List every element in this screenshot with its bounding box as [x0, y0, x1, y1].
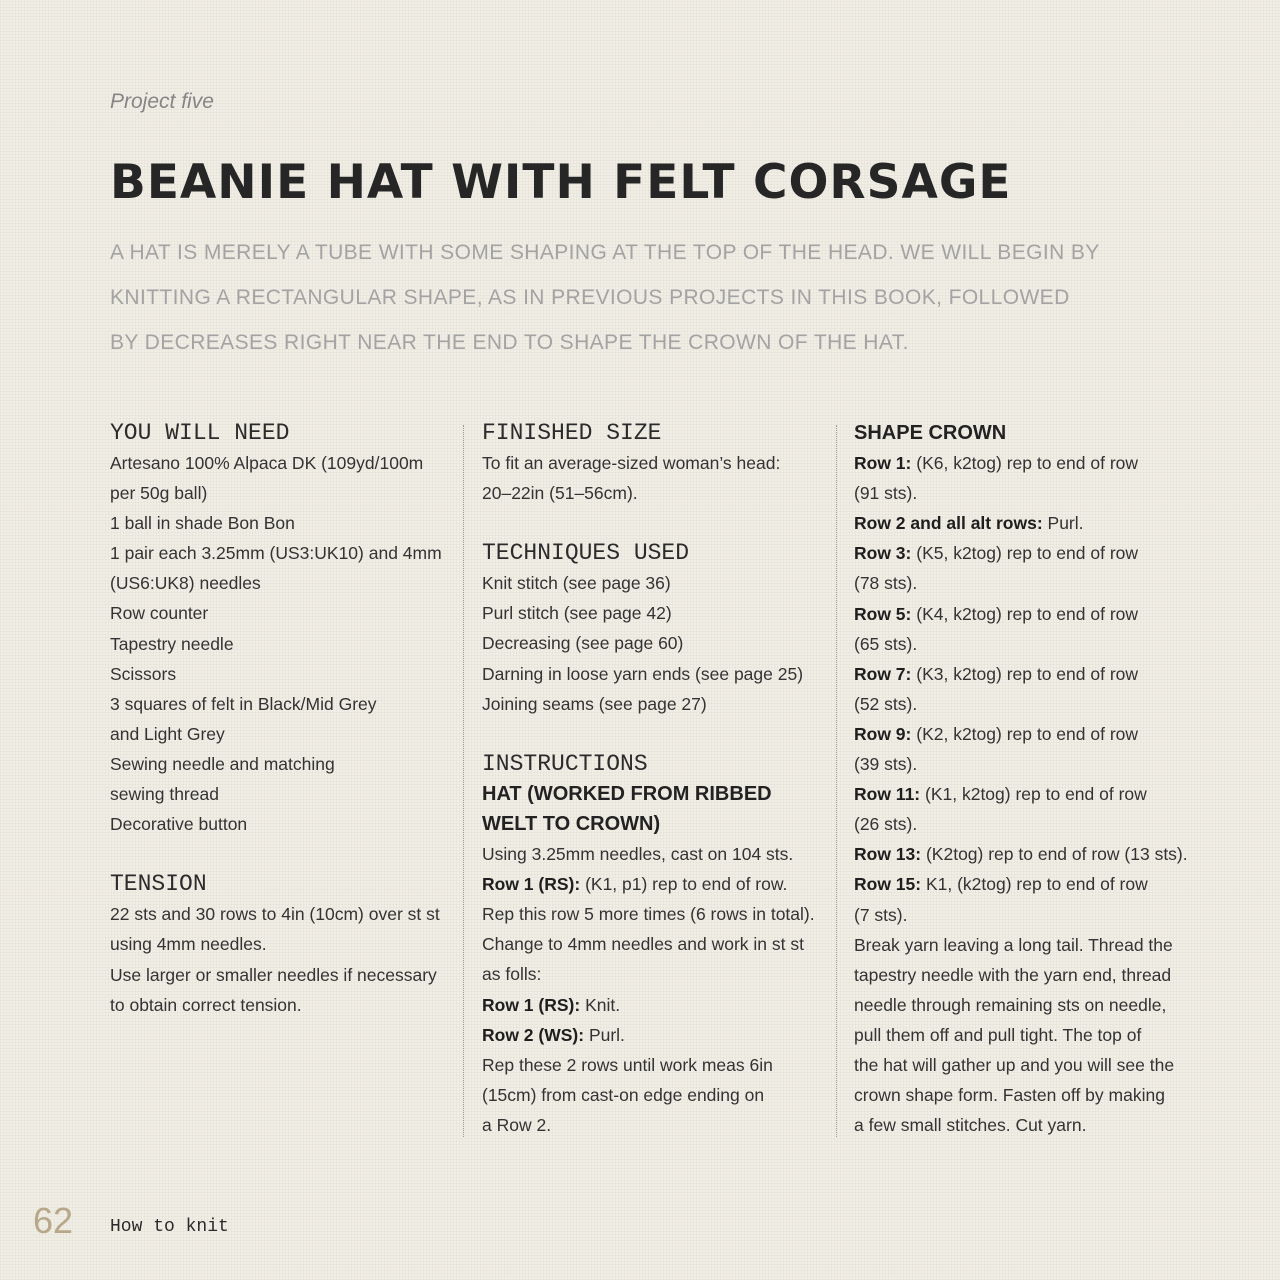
- running-title: How to knit: [110, 1217, 229, 1237]
- page-title: BEANIE HAT WITH FELT CORSAGE: [110, 155, 1012, 210]
- row-label: Row 7:: [854, 663, 912, 684]
- row-label: Row 1 (RS):: [482, 994, 581, 1015]
- row-text: K1, (k2tog) rep to end of row: [921, 874, 1148, 895]
- instruction-line: Rep this row 5 more times (6 rows in total).: [482, 904, 815, 925]
- row-text: (K4, k2tog) rep to end of row: [911, 603, 1139, 624]
- row-label: Row 13:: [854, 844, 922, 865]
- finishing-line: Break yarn leaving a long tail. Thread the: [854, 934, 1173, 955]
- technique-line: Knit stitch (see page 36): [482, 573, 671, 594]
- instruction-row: [854, 508, 1194, 538]
- row-label: Row 9:: [854, 723, 912, 744]
- column-divider: [463, 425, 464, 1137]
- column-instructions: [482, 418, 822, 1140]
- spacer: [482, 508, 822, 538]
- row-text: (K6, k2tog) rep to end of row: [911, 453, 1139, 474]
- row-label: Row 1 (RS):: [482, 874, 581, 895]
- instruction-line: a Row 2.: [482, 1114, 552, 1135]
- hat-subheading-line: WELT TO CROWN): [482, 812, 661, 835]
- technique-line: Purl stitch (see page 42): [482, 603, 672, 624]
- instruction-row: [482, 990, 822, 1020]
- size-line: 20–22in (51–56cm).: [482, 483, 638, 504]
- hat-subheading-line: HAT (WORKED FROM RIBBED: [482, 782, 772, 805]
- finishing-line: needle through remaining sts on needle,: [854, 994, 1167, 1015]
- row-label: Row 11:: [854, 784, 921, 805]
- finishing-line: tapestry needle with the yarn end, thread: [854, 964, 1172, 985]
- row-continuation: (91 sts).: [854, 483, 918, 504]
- instruction-row: [854, 448, 1194, 478]
- tension-line: Use larger or smaller needles if necessary: [110, 964, 437, 985]
- materials-line: Sewing needle and matching: [110, 753, 335, 774]
- intro-line: A HAT IS MERELY A TUBE WITH SOME SHAPING AT THE TOP OF THE HEAD. WE WILL BEGIN BY: [110, 241, 1100, 264]
- column-materials: [110, 418, 450, 1020]
- finishing-line: a few small stitches. Cut yarn.: [854, 1115, 1087, 1136]
- materials-line: Tapestry needle: [110, 633, 234, 654]
- instruction-row: [482, 1020, 822, 1050]
- materials-line: Row counter: [110, 603, 209, 624]
- instruction-row: [854, 869, 1194, 899]
- size-line: To fit an average-sized woman’s head:: [482, 453, 781, 473]
- finishing-line: pull them off and pull tight. The top of: [854, 1024, 1142, 1045]
- project-kicker: Project five: [110, 90, 214, 113]
- instructions-heading: INSTRUCTIONS: [482, 750, 648, 777]
- finishing-line: the hat will gather up and you will see the: [854, 1054, 1175, 1075]
- instruction-line: Rep these 2 rows until work meas 6in: [482, 1054, 773, 1075]
- row-continuation: (26 sts).: [854, 814, 918, 835]
- row-label: Row 2 (WS):: [482, 1024, 585, 1045]
- instruction-row: [854, 839, 1194, 869]
- row-label: Row 1:: [854, 453, 912, 474]
- hat-subheading: [482, 779, 822, 839]
- tension-line: using 4mm needles.: [110, 934, 267, 955]
- intro-line: KNITTING A RECTANGULAR SHAPE, AS IN PREVIOUS PROJECTS IN THIS BOOK, FOLLOWED: [110, 286, 1070, 309]
- materials-line: and Light Grey: [110, 723, 225, 744]
- finishing-line: crown shape form. Fasten off by making: [854, 1085, 1165, 1106]
- instruction-line: (15cm) from cast-on edge ending on: [482, 1084, 765, 1105]
- instruction-row: [854, 538, 1194, 568]
- tension-line: 22 sts and 30 rows to 4in (10cm) over st st: [110, 904, 440, 925]
- intro-paragraph: [110, 230, 1170, 365]
- row-continuation: (7 sts).: [854, 904, 908, 925]
- row-text: (K3, k2tog) rep to end of row: [911, 663, 1139, 684]
- tension-line: to obtain correct tension.: [110, 994, 302, 1015]
- you-will-need-heading: YOU WILL NEED: [110, 420, 290, 446]
- instruction-line: Change to 4mm needles and work in st st: [482, 934, 804, 955]
- tension-heading: TENSION: [110, 871, 207, 898]
- instruction-row: [854, 599, 1194, 629]
- materials-line: Scissors: [110, 663, 177, 684]
- page-number: 62: [33, 1200, 74, 1241]
- intro-line: BY DECREASES RIGHT NEAR THE END TO SHAPE THE CROWN OF THE HAT.: [110, 331, 909, 354]
- materials-list: [110, 448, 450, 839]
- row-text: (K1, k2tog) rep to end of row: [920, 784, 1147, 805]
- technique-line: Darning in loose yarn ends (see page 25): [482, 663, 804, 684]
- techniques-heading: TECHNIQUES USED: [482, 540, 690, 567]
- shape-crown-heading: SHAPE CROWN: [854, 422, 1007, 444]
- row-text: Purl.: [584, 1024, 625, 1045]
- materials-line: per 50g ball): [110, 483, 208, 504]
- materials-line: sewing thread: [110, 784, 219, 805]
- row-continuation: (39 sts).: [854, 754, 918, 775]
- spacer: [482, 719, 822, 749]
- finished-size-heading: FINISHED SIZE: [482, 420, 662, 446]
- instruction-row: [482, 869, 822, 899]
- row-continuation: (52 sts).: [854, 693, 918, 714]
- row-continuation: (65 sts).: [854, 633, 918, 654]
- row-text: (K1, p1) rep to end of row.: [580, 874, 788, 895]
- row-text: (K2, k2tog) rep to end of row: [911, 723, 1139, 744]
- materials-line: 1 ball in shade Bon Bon: [110, 513, 295, 534]
- materials-line: Artesano 100% Alpaca DK (109yd/100m: [110, 453, 424, 473]
- row-label: Row 15:: [854, 874, 922, 895]
- instruction-line: Using 3.25mm needles, cast on 104 sts.: [482, 844, 794, 865]
- instruction-row: [854, 779, 1194, 809]
- row-continuation: (78 sts).: [854, 573, 918, 594]
- materials-line: (US6:UK8) needles: [110, 573, 261, 594]
- column-divider: [836, 425, 837, 1137]
- row-text: Knit.: [580, 994, 621, 1015]
- row-text: (K2tog) rep to end of row (13 sts).: [921, 844, 1188, 865]
- materials-line: 3 squares of felt in Black/Mid Grey: [110, 693, 377, 714]
- technique-line: Joining seams (see page 27): [482, 693, 707, 714]
- spacer: [110, 839, 450, 869]
- row-text: Purl.: [1042, 513, 1084, 534]
- tension-text: [110, 899, 450, 1019]
- instruction-line: as folls:: [482, 964, 542, 985]
- row-label: Row 3:: [854, 543, 912, 564]
- row-label: Row 2 and all alt rows:: [854, 513, 1043, 534]
- technique-line: Decreasing (see page 60): [482, 633, 684, 654]
- row-text: (K5, k2tog) rep to end of row: [911, 543, 1139, 564]
- materials-line: 1 pair each 3.25mm (US3:UK10) and 4mm: [110, 543, 442, 564]
- row-label: Row 5:: [854, 603, 912, 624]
- column-shape-crown: [854, 418, 1194, 1140]
- instruction-row: [854, 659, 1194, 689]
- instruction-row: [854, 719, 1194, 749]
- materials-line: Decorative button: [110, 814, 248, 835]
